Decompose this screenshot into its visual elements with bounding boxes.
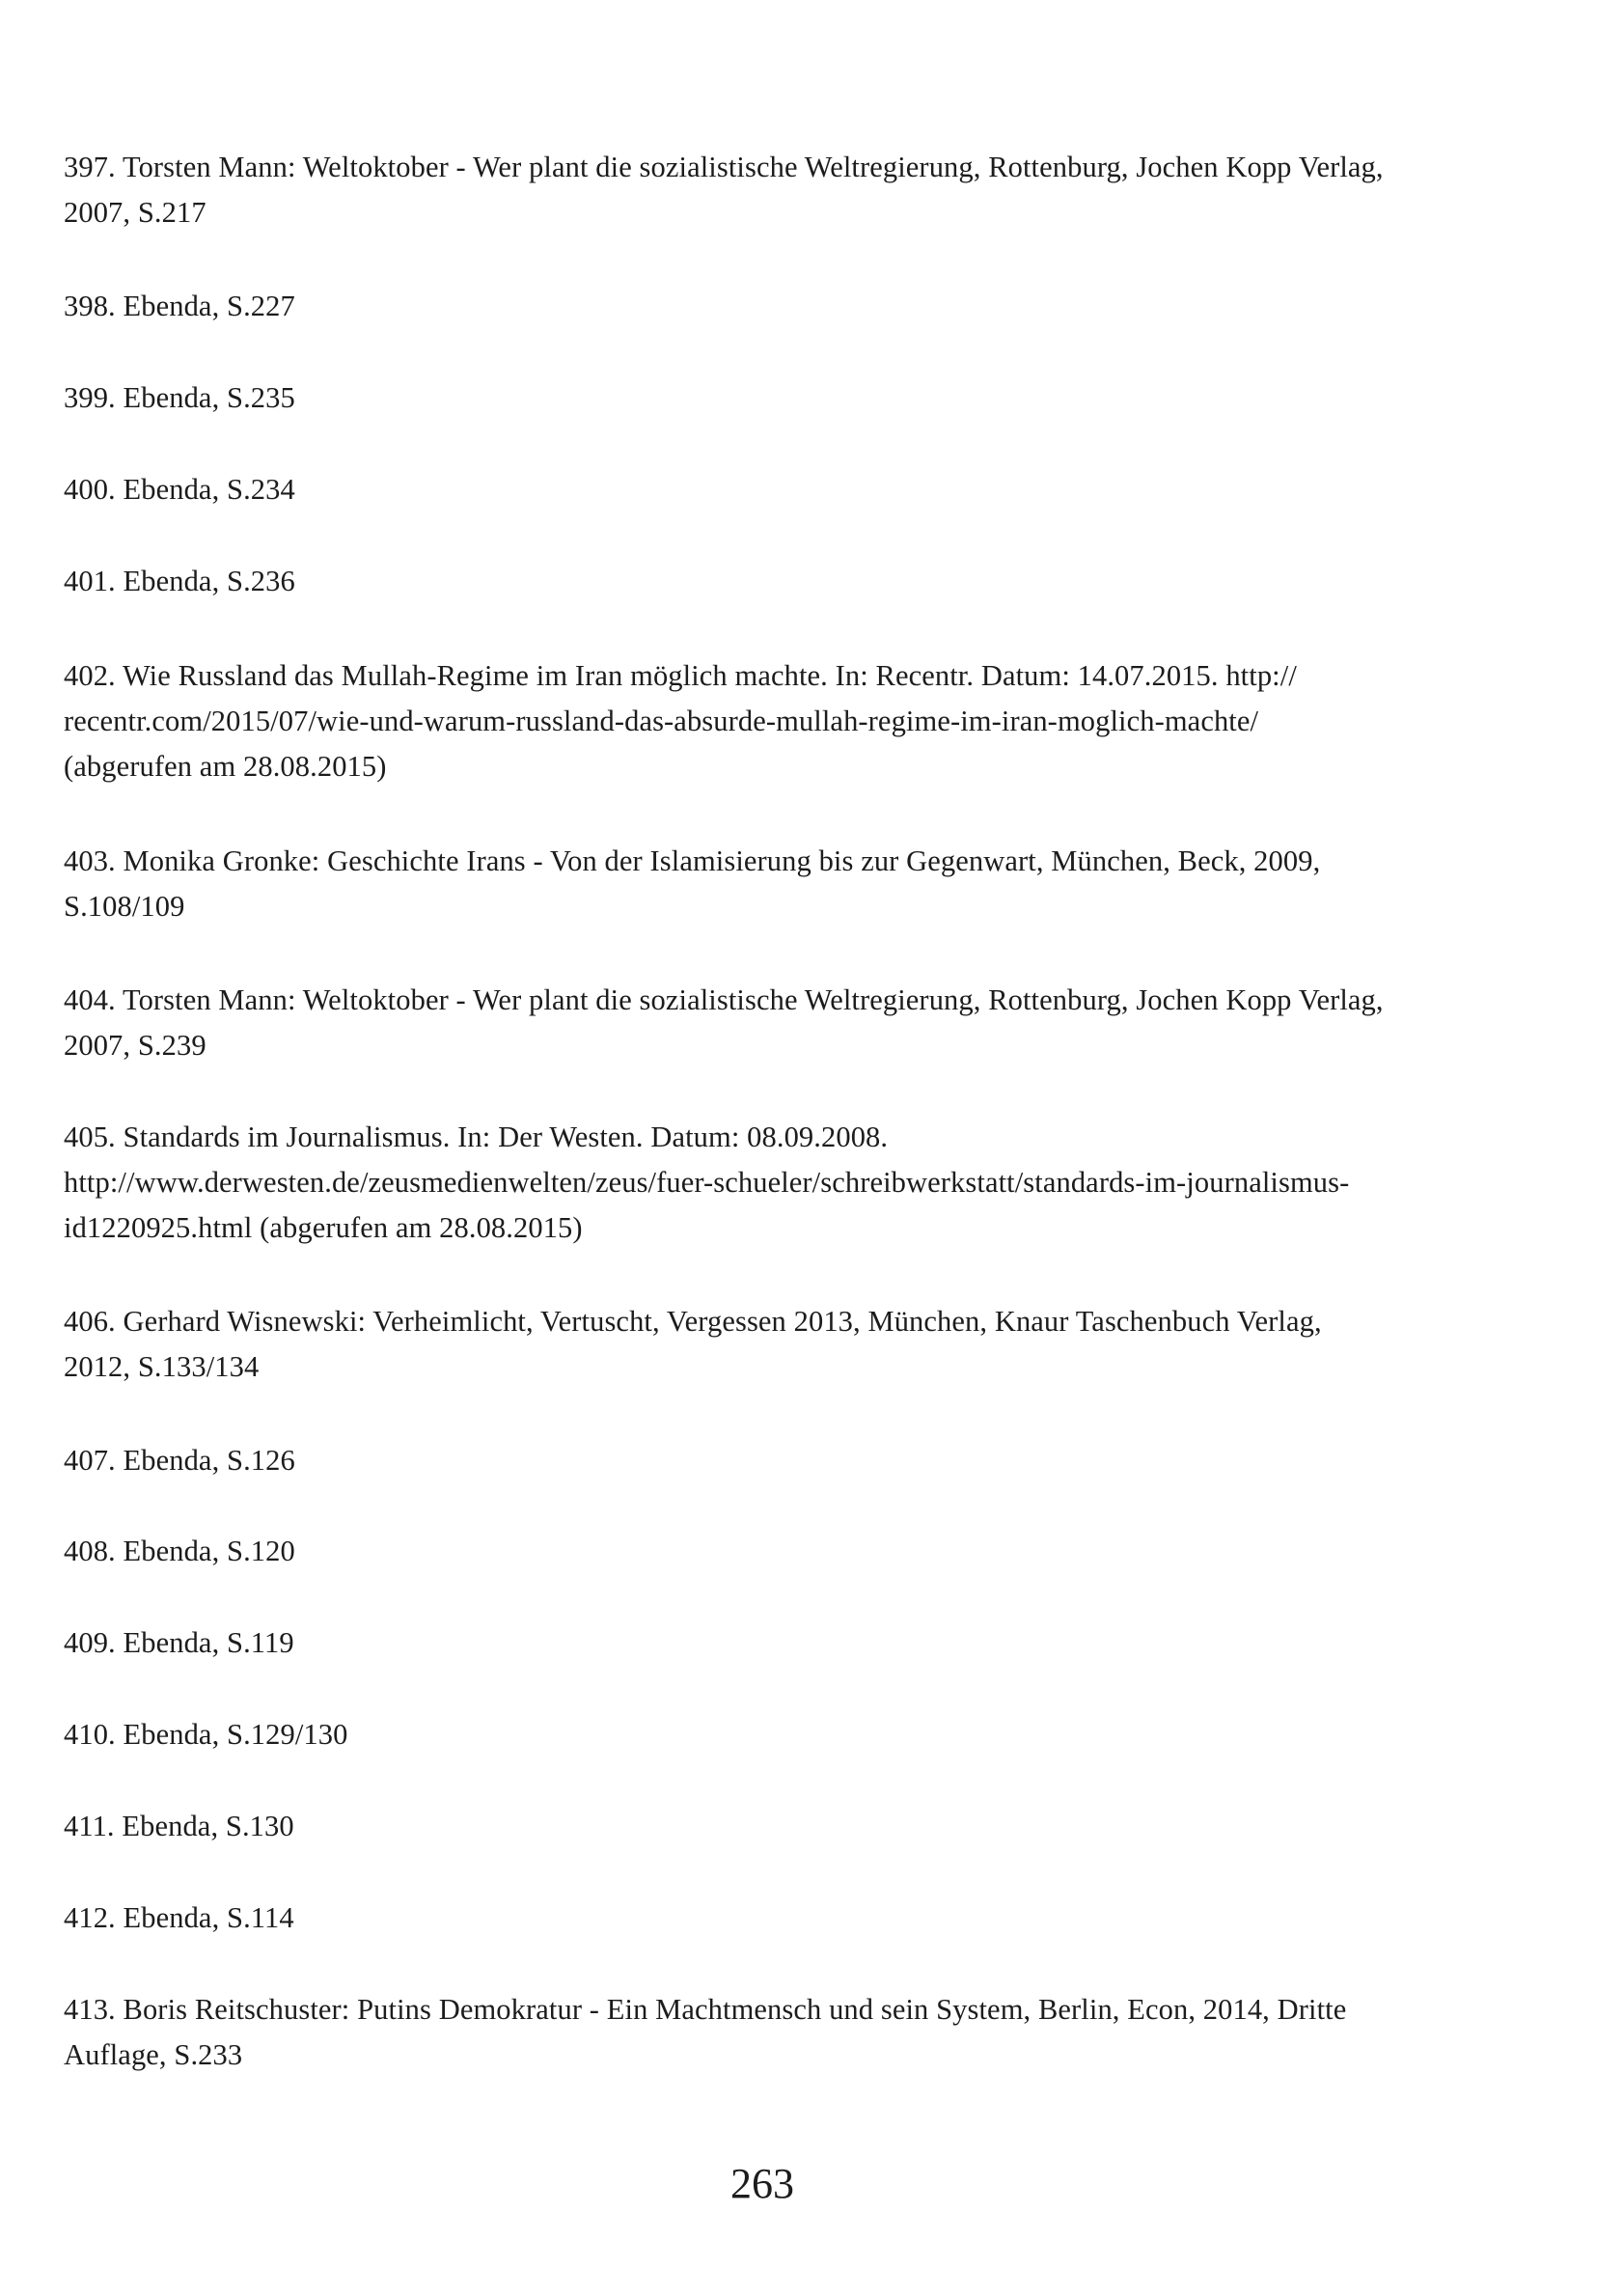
footnote-number: 400. bbox=[64, 473, 116, 506]
footnote-number: 412. bbox=[64, 1901, 116, 1934]
footnote-number: 411. bbox=[64, 1810, 115, 1842]
footnote-number: 402. bbox=[64, 659, 116, 692]
footnote-number: 398. bbox=[64, 290, 116, 322]
footnote-400 bbox=[64, 467, 1472, 512]
footnote-number: 407. bbox=[64, 1444, 116, 1477]
footnote-text-cont: http://www.derwesten.de/zeusmedienwelten/zeus/fuer-schueler/schreibwerkstatt/standards-im-journalismus- bbox=[64, 1166, 1350, 1199]
footnote-397 bbox=[64, 145, 1472, 235]
footnote-text-cont: 2007, S.217 bbox=[64, 196, 206, 229]
footnote-413 bbox=[64, 1987, 1472, 2078]
footnote-412 bbox=[64, 1895, 1472, 1941]
footnote-408 bbox=[64, 1529, 1472, 1574]
footnote-number: 406. bbox=[64, 1305, 116, 1338]
footnote-text: Ebenda, S.130 bbox=[122, 1810, 294, 1842]
footnote-410 bbox=[64, 1712, 1472, 1757]
footnote-text-cont: (abgerufen am 28.08.2015) bbox=[64, 750, 387, 783]
footnote-number: 397. bbox=[64, 151, 116, 183]
footnote-text-cont: S.108/109 bbox=[64, 890, 185, 923]
footnote-403 bbox=[64, 839, 1472, 929]
footnote-401 bbox=[64, 559, 1472, 604]
footnote-399 bbox=[64, 375, 1472, 421]
footnote-text: Gerhard Wisnewski: Verheimlicht, Vertuscht, Vergessen 2013, München, Knaur Taschenbuch Verlag, bbox=[123, 1305, 1322, 1338]
footnote-text: Ebenda, S.227 bbox=[123, 290, 295, 322]
footnote-number: 410. bbox=[64, 1718, 116, 1751]
footnote-398 bbox=[64, 284, 1472, 329]
footnote-407 bbox=[64, 1438, 1472, 1483]
page-number: 263 bbox=[730, 2160, 794, 2207]
footnote-text: Ebenda, S.126 bbox=[123, 1444, 295, 1477]
footnote-number: 403. bbox=[64, 844, 116, 877]
footnote-number: 404. bbox=[64, 983, 116, 1016]
footnote-411 bbox=[64, 1804, 1472, 1849]
footnote-number: 401. bbox=[64, 565, 116, 597]
footnote-text: Torsten Mann: Weltoktober - Wer plant die sozialistische Weltregierung, Rottenburg, Jochen Kopp Verlag, bbox=[122, 983, 1384, 1016]
footnote-text: Wie Russland das Mullah-Regime im Iran möglich machte. In: Recentr. Datum: 14.07.2015. http:// bbox=[122, 659, 1297, 692]
footnote-text: Ebenda, S.234 bbox=[123, 473, 295, 506]
footnote-text-cont: recentr.com/2015/07/wie-und-warum-russland-das-absurde-mullah-regime-im-iran-moglich-machte/ bbox=[64, 705, 1259, 737]
footnote-number: 399. bbox=[64, 381, 116, 414]
footnote-409 bbox=[64, 1620, 1472, 1666]
footnote-text: Ebenda, S.114 bbox=[123, 1901, 294, 1934]
footnote-number: 409. bbox=[64, 1626, 116, 1659]
footnote-404 bbox=[64, 978, 1472, 1068]
footnote-text: Monika Gronke: Geschichte Irans - Von der Islamisierung bis zur Gegenwart, München, Beck, 2009, bbox=[123, 844, 1321, 877]
footnote-text-cont: 2012, S.133/134 bbox=[64, 1350, 260, 1383]
footnote-text-cont: id1220925.html (abgerufen am 28.08.2015) bbox=[64, 1211, 583, 1244]
footnote-text: Ebenda, S.129/130 bbox=[123, 1718, 348, 1751]
footnote-text: Ebenda, S.120 bbox=[123, 1535, 295, 1567]
footnote-number: 405. bbox=[64, 1120, 116, 1153]
footnote-text: Standards im Journalismus. In: Der Westen. Datum: 08.09.2008. bbox=[123, 1120, 889, 1153]
footnote-text: Ebenda, S.236 bbox=[123, 565, 295, 597]
footnote-text: Ebenda, S.235 bbox=[123, 381, 295, 414]
footnote-text: Ebenda, S.119 bbox=[123, 1626, 294, 1659]
footnote-text: Boris Reitschuster: Putins Demokratur - Ein Machtmensch und sein System, Berlin, Econ, 2014, Dritte bbox=[123, 1993, 1347, 2026]
footnote-text: Torsten Mann: Weltoktober - Wer plant die sozialistische Weltregierung, Rottenburg, Jochen Kopp Verlag, bbox=[122, 151, 1384, 183]
footnote-402 bbox=[64, 653, 1472, 789]
footnote-406 bbox=[64, 1299, 1472, 1390]
footnote-number: 413. bbox=[64, 1993, 116, 2026]
footnote-text-cont: 2007, S.239 bbox=[64, 1029, 206, 1062]
footnote-number: 408. bbox=[64, 1535, 116, 1567]
footnote-text-cont: Auflage, S.233 bbox=[64, 2038, 243, 2071]
footnote-405 bbox=[64, 1115, 1472, 1251]
